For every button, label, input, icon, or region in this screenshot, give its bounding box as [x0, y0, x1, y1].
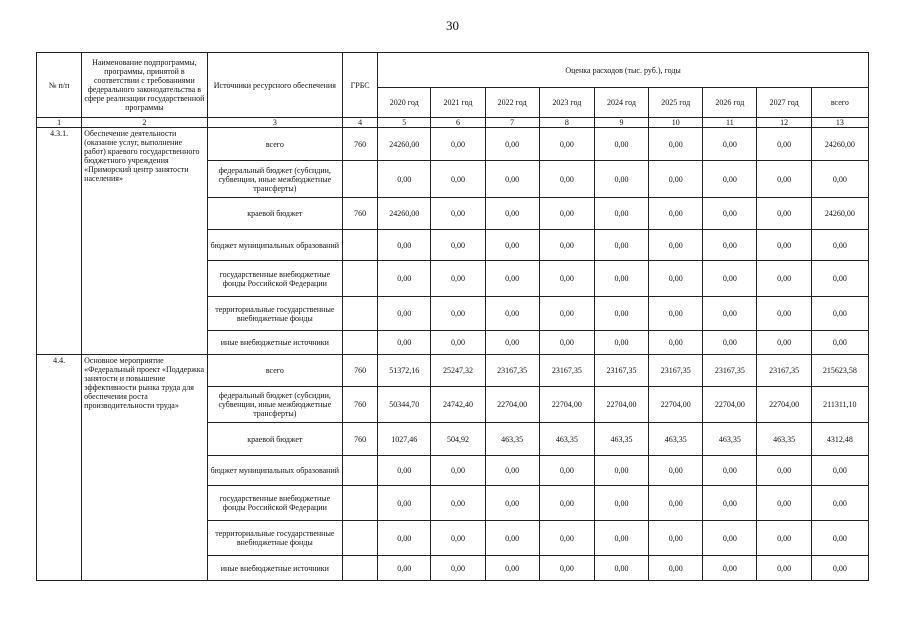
value-cell: 0,00 [485, 198, 539, 230]
value-cell: 0,00 [594, 486, 648, 521]
value-cell: 22704,00 [594, 387, 648, 423]
value-cell: 463,35 [594, 423, 648, 456]
source-label: федеральный бюджет (субсидии, субвенции, иные межбюджетные трансферты) [207, 387, 342, 423]
value-total: 0,00 [811, 297, 868, 331]
value-cell: 0,00 [485, 230, 539, 261]
value-cell: 22704,00 [485, 387, 539, 423]
grbs-code [343, 161, 378, 198]
value-total: 0,00 [811, 456, 868, 486]
value-cell: 0,00 [485, 521, 539, 556]
value-cell: 24742,40 [431, 387, 485, 423]
value-cell: 0,00 [539, 230, 594, 261]
value-cell: 0,00 [431, 198, 485, 230]
value-cell: 0,00 [539, 521, 594, 556]
value-cell: 0,00 [703, 161, 757, 198]
value-total: 0,00 [811, 230, 868, 261]
source-label: всего [207, 128, 342, 161]
value-cell: 0,00 [485, 456, 539, 486]
value-cell: 0,00 [649, 486, 703, 521]
source-label: иные внебюджетные источники [207, 556, 342, 581]
column-index: 11 [703, 118, 757, 128]
value-cell: 0,00 [649, 521, 703, 556]
grbs-code [343, 521, 378, 556]
value-cell: 0,00 [431, 128, 485, 161]
value-cell: 23167,35 [649, 355, 703, 387]
value-cell: 504,92 [431, 423, 485, 456]
value-total: 0,00 [811, 331, 868, 355]
value-total: 24260,00 [811, 128, 868, 161]
value-total: 0,00 [811, 161, 868, 198]
value-total: 0,00 [811, 556, 868, 581]
value-cell: 25247,32 [431, 355, 485, 387]
value-cell: 0,00 [594, 297, 648, 331]
value-cell: 0,00 [649, 261, 703, 297]
value-cell: 0,00 [431, 521, 485, 556]
source-label: территориальные государственные внебюджетные фонды [207, 521, 342, 556]
value-cell: 0,00 [378, 261, 431, 297]
value-cell: 0,00 [649, 556, 703, 581]
value-cell: 463,35 [539, 423, 594, 456]
header-year: 2021 год [431, 88, 485, 118]
value-cell: 0,00 [485, 556, 539, 581]
value-cell: 0,00 [594, 331, 648, 355]
value-cell: 0,00 [431, 486, 485, 521]
value-cell: 0,00 [594, 161, 648, 198]
header-year: 2025 год [649, 88, 703, 118]
source-label: государственные внебюджетные фонды Российской Федерации [207, 486, 342, 521]
value-cell: 0,00 [539, 331, 594, 355]
value-total: 0,00 [811, 261, 868, 297]
budget-table [36, 52, 869, 581]
value-cell: 0,00 [594, 521, 648, 556]
grbs-code: 760 [343, 423, 378, 456]
header-name: Наименование подпрограммы, программы, принятой в соответствии с требованиями федерального законодательства в сфере реализации государственной программы [82, 53, 207, 118]
value-cell: 0,00 [703, 486, 757, 521]
value-cell: 0,00 [485, 261, 539, 297]
value-cell: 23167,35 [539, 355, 594, 387]
value-cell: 0,00 [431, 331, 485, 355]
grbs-code: 760 [343, 128, 378, 161]
value-cell: 0,00 [594, 456, 648, 486]
value-cell: 0,00 [757, 198, 811, 230]
value-cell: 23167,35 [703, 355, 757, 387]
value-cell: 0,00 [539, 261, 594, 297]
value-cell: 0,00 [757, 521, 811, 556]
source-label: краевой бюджет [207, 423, 342, 456]
value-cell: 0,00 [539, 297, 594, 331]
source-label: краевой бюджет [207, 198, 342, 230]
source-label: территориальные государственные внебюджетные фонды [207, 297, 342, 331]
grbs-code: 760 [343, 198, 378, 230]
value-cell: 0,00 [757, 230, 811, 261]
value-cell: 0,00 [703, 261, 757, 297]
value-cell: 22704,00 [539, 387, 594, 423]
value-cell: 0,00 [378, 230, 431, 261]
table-row [37, 355, 869, 387]
value-cell: 0,00 [378, 456, 431, 486]
value-cell: 51372,16 [378, 355, 431, 387]
source-label: бюджет муниципальных образований [207, 230, 342, 261]
value-total: 4312,48 [811, 423, 868, 456]
value-cell: 22704,00 [703, 387, 757, 423]
value-cell: 0,00 [485, 331, 539, 355]
header-source: Источники ресурсного обеспечения [207, 53, 342, 118]
value-cell: 22704,00 [757, 387, 811, 423]
column-index: 13 [811, 118, 868, 128]
value-cell: 0,00 [485, 128, 539, 161]
value-cell: 0,00 [431, 297, 485, 331]
value-cell: 0,00 [649, 198, 703, 230]
value-cell: 0,00 [594, 261, 648, 297]
value-cell: 0,00 [378, 161, 431, 198]
grbs-code [343, 456, 378, 486]
value-cell: 0,00 [431, 456, 485, 486]
value-cell: 50344,70 [378, 387, 431, 423]
header-year-total: всего [811, 88, 868, 118]
header-year: 2027 год [757, 88, 811, 118]
value-cell: 0,00 [649, 456, 703, 486]
header-estimate: Оценка расходов (тыс. руб.), годы [378, 53, 869, 88]
value-cell: 0,00 [485, 161, 539, 198]
value-cell: 0,00 [485, 297, 539, 331]
value-cell: 23167,35 [594, 355, 648, 387]
value-cell: 0,00 [757, 556, 811, 581]
source-label: всего [207, 355, 342, 387]
value-cell: 0,00 [757, 161, 811, 198]
value-cell: 0,00 [594, 128, 648, 161]
value-cell: 0,00 [431, 161, 485, 198]
grbs-code [343, 230, 378, 261]
header-year: 2020 год [378, 88, 431, 118]
value-total: 215623,58 [811, 355, 868, 387]
grbs-code [343, 331, 378, 355]
value-cell: 0,00 [431, 261, 485, 297]
header-num: № п/п [37, 53, 82, 118]
value-cell: 463,35 [485, 423, 539, 456]
column-index: 5 [378, 118, 431, 128]
value-cell: 0,00 [378, 331, 431, 355]
value-cell: 0,00 [378, 297, 431, 331]
value-cell: 0,00 [703, 556, 757, 581]
value-cell: 22704,00 [649, 387, 703, 423]
column-index: 1 [37, 118, 82, 128]
section-code: 4.3.1. [37, 128, 82, 355]
grbs-code [343, 486, 378, 521]
section-name: Обеспечение деятельности (оказание услуг, выполнение работ) краевого государственного бюджетного учреждения «Приморский центр занятости населения» [82, 128, 207, 355]
value-cell: 23167,35 [757, 355, 811, 387]
value-cell: 0,00 [757, 297, 811, 331]
grbs-code: 760 [343, 387, 378, 423]
column-index: 3 [207, 118, 342, 128]
source-label: бюджет муниципальных образований [207, 456, 342, 486]
value-cell: 0,00 [378, 521, 431, 556]
value-cell: 23167,35 [485, 355, 539, 387]
value-cell: 0,00 [649, 128, 703, 161]
value-total: 0,00 [811, 486, 868, 521]
header-grbs: ГРБС [343, 53, 378, 118]
value-cell: 0,00 [378, 556, 431, 581]
source-label: иные внебюджетные источники [207, 331, 342, 355]
section-name: Основное мероприятие «Федеральный проект «Поддержка занятости и повышение эффективности рынка труда для обеспечения роста производительности труда» [82, 355, 207, 581]
value-cell: 1027,46 [378, 423, 431, 456]
column-index: 7 [485, 118, 539, 128]
value-cell: 463,35 [703, 423, 757, 456]
value-cell: 0,00 [431, 556, 485, 581]
grbs-code [343, 297, 378, 331]
value-cell: 0,00 [378, 486, 431, 521]
value-cell: 0,00 [431, 230, 485, 261]
column-index-row [37, 118, 869, 128]
column-index: 6 [431, 118, 485, 128]
value-cell: 0,00 [703, 230, 757, 261]
column-index: 2 [82, 118, 207, 128]
value-cell: 0,00 [594, 230, 648, 261]
value-cell: 0,00 [649, 331, 703, 355]
header-year: 2024 год [594, 88, 648, 118]
value-cell: 0,00 [539, 556, 594, 581]
grbs-code: 760 [343, 355, 378, 387]
header-year: 2023 год [539, 88, 594, 118]
value-cell: 0,00 [703, 297, 757, 331]
column-index: 12 [757, 118, 811, 128]
value-cell: 0,00 [539, 456, 594, 486]
section-code: 4.4. [37, 355, 82, 581]
value-cell: 0,00 [649, 297, 703, 331]
page-number: 30 [446, 18, 459, 33]
value-cell: 0,00 [539, 486, 594, 521]
value-cell: 463,35 [649, 423, 703, 456]
value-total: 211311,10 [811, 387, 868, 423]
value-cell: 463,35 [757, 423, 811, 456]
value-cell: 0,00 [594, 556, 648, 581]
value-cell: 24260,00 [378, 198, 431, 230]
value-cell: 0,00 [703, 331, 757, 355]
value-total: 24260,00 [811, 198, 868, 230]
value-cell: 0,00 [594, 198, 648, 230]
value-cell: 0,00 [757, 331, 811, 355]
column-index: 10 [649, 118, 703, 128]
value-cell: 0,00 [757, 486, 811, 521]
column-index: 4 [343, 118, 378, 128]
grbs-code [343, 556, 378, 581]
source-label: федеральный бюджет (субсидии, субвенции, иные межбюджетные трансферты) [207, 161, 342, 198]
value-cell: 0,00 [757, 128, 811, 161]
value-cell: 0,00 [649, 230, 703, 261]
value-cell: 0,00 [703, 128, 757, 161]
value-cell: 0,00 [703, 456, 757, 486]
column-index: 9 [594, 118, 648, 128]
table-row [37, 128, 869, 161]
value-cell: 0,00 [539, 198, 594, 230]
value-cell: 0,00 [757, 456, 811, 486]
value-cell: 0,00 [649, 161, 703, 198]
header-year: 2026 год [703, 88, 757, 118]
value-cell: 24260,00 [378, 128, 431, 161]
value-cell: 0,00 [539, 128, 594, 161]
value-cell: 0,00 [703, 198, 757, 230]
header-year: 2022 год [485, 88, 539, 118]
value-cell: 0,00 [485, 486, 539, 521]
value-total: 0,00 [811, 521, 868, 556]
source-label: государственные внебюджетные фонды Российской Федерации [207, 261, 342, 297]
column-index: 8 [539, 118, 594, 128]
value-cell: 0,00 [539, 161, 594, 198]
value-cell: 0,00 [703, 521, 757, 556]
value-cell: 0,00 [757, 261, 811, 297]
grbs-code [343, 261, 378, 297]
